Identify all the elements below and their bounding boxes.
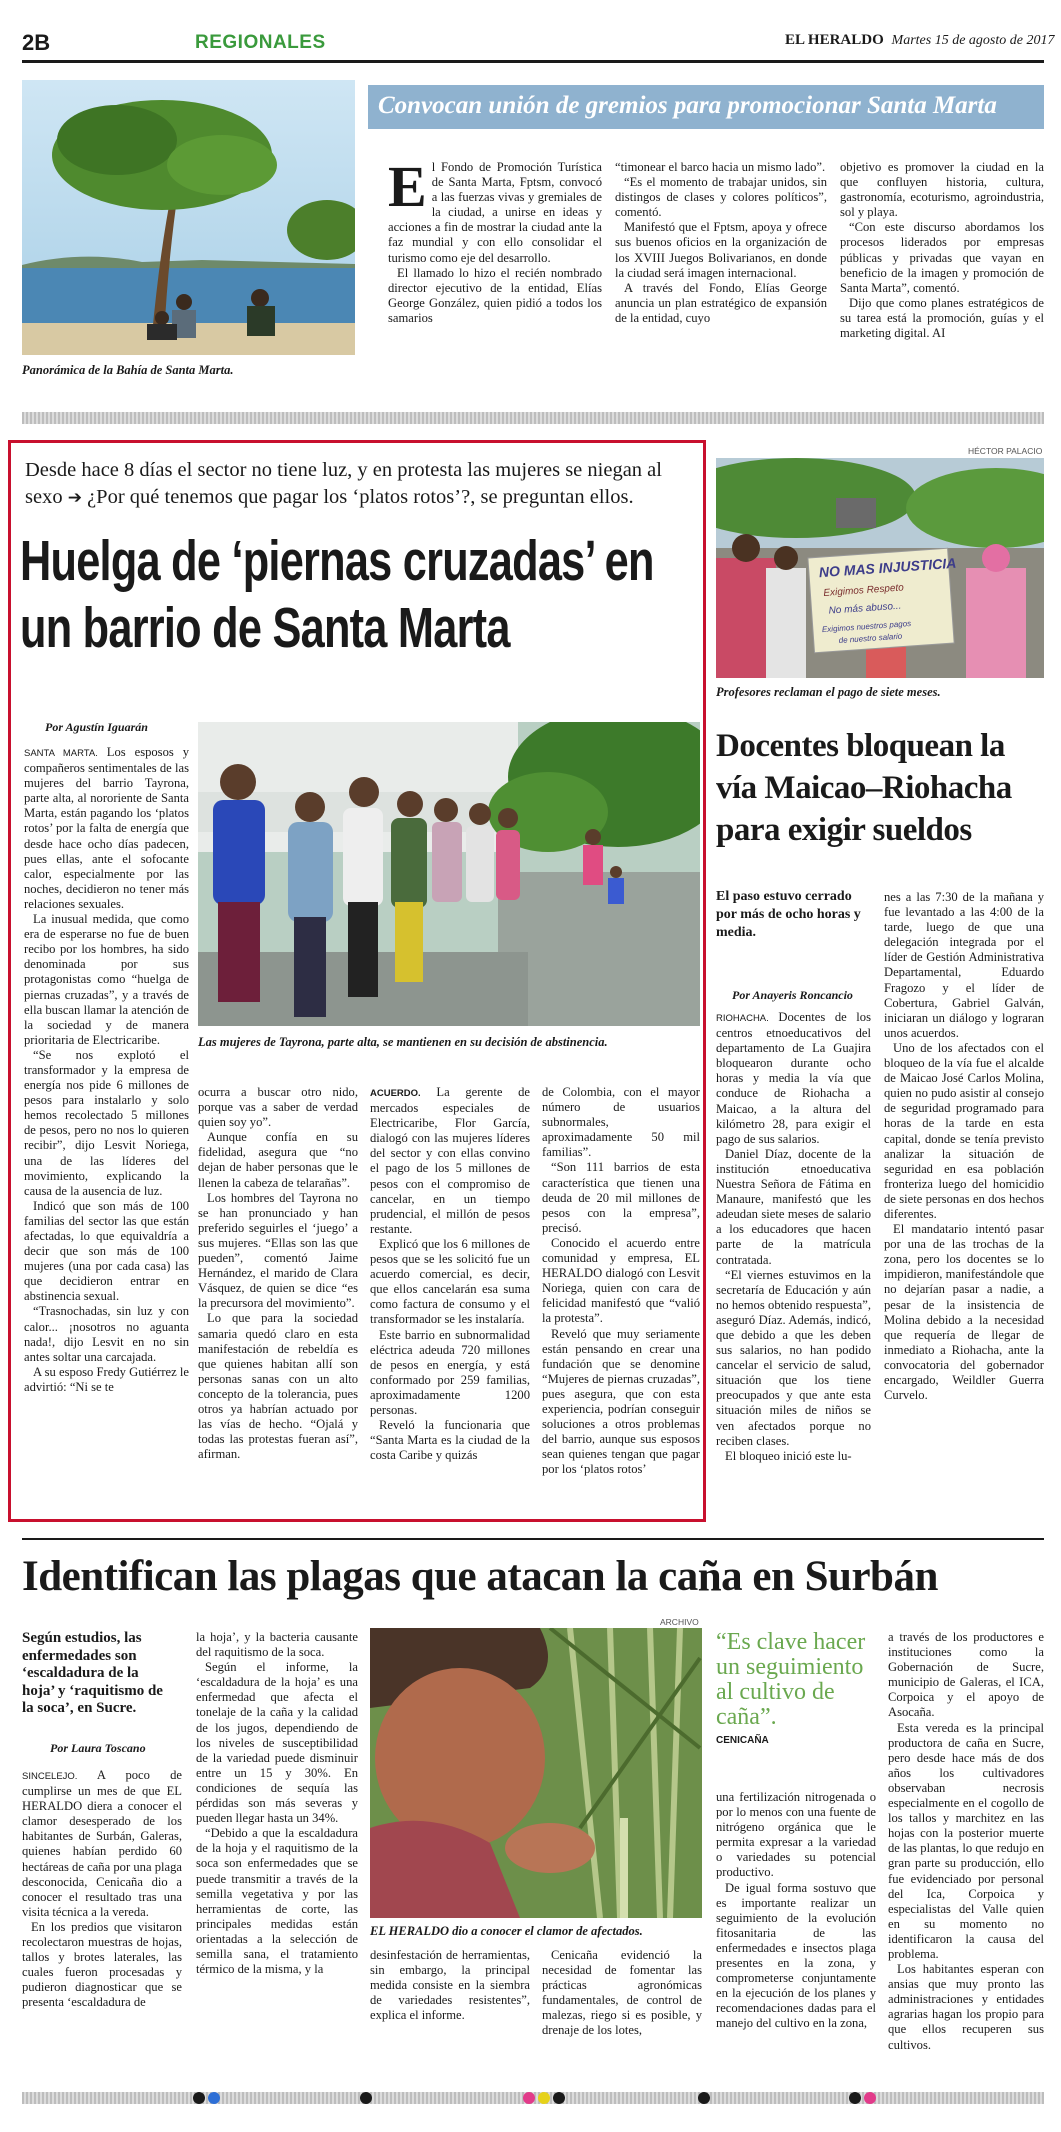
story1-col2 <box>615 160 827 326</box>
story4-col5 <box>716 1790 876 2032</box>
story4-col2-p2: “Debido a que la escaldadura de la hoja y el raquitismo de la soca son enfermedades que se puede transmitir a través de la semilla vegetativa y por las herramientas de corte, las principales medidas están orientadas a la selección de semilla sana, el tratamiento térmico de la misma, y la <box>196 1826 358 1977</box>
story4-col2-p0: la hoja’, y la bacteria causante del raquitismo de la soca. <box>196 1630 358 1660</box>
story2-col1-p3: Indicó que son más de 100 familias del sector las que están afectadas, lo que equivaldría a decir que son más de 100 mujeres (una por cada casa) las que decidieron entrar en abstinencia sexual. <box>24 1198 189 1304</box>
story4-deck: Según estudios, las enfermedades son ‘escaldadura de la hoja’ y ‘raquitismo de la soca’, en Sucre. <box>22 1630 163 1716</box>
story3-col2 <box>884 890 1044 1403</box>
story4-col4-p0: Cenicaña evidenció la necesidad de fomentar las prácticas agronómicas fundamentales, de control de malezas, riego si es posible, y drenaje de los lotes, <box>542 1948 702 2038</box>
story3-byline: Por Anayeris Roncancio <box>732 988 853 1002</box>
story3-col1-p1: Daniel Díaz, docente de la institución etnoeducativa Nuestra Señora de Fátima en Manaure, manifestó que les adeudan siete meses de salario a los educadores que hacen parte de la matrícula contratada. <box>716 1146 871 1267</box>
women-photo <box>198 722 700 1026</box>
story2-dateline: SANTA MARTA. <box>24 748 98 759</box>
story2-col3-p1: Explicó que los 6 millones de pesos que se les solicitó fue un acuerdo comercial, es decir, que ellos cancelarán esa suma como factura de consumo y el transformador se les instalaría. <box>370 1236 530 1327</box>
sign-line-4: de nuestro salario <box>838 631 903 646</box>
story3-col1-p3: El bloqueo inició este lu- <box>725 1448 852 1463</box>
story1-col3-p0: objetivo es promover la ciudad en la que confluyen historia, cultura, gastronomía, ecoturismo, agroindustria, sol y playa. <box>840 160 1044 220</box>
story2-col2-p3: Lo que para la sociedad samaria quedó claro en esta manifestación de rebeldía es que quienes habitan allí son personas sanas con un alto concepto de la tolerancia, pues otros ya habrían actuado por las vías de hecho. “Ojalá y todas las protestas fueran así”, afirman. <box>198 1311 358 1462</box>
story4-col1-p0: SINCELEJO. A poco de cumplirse un mes de que EL HERALDO diera a conocer el clamor desesperado de los habitantes de Surbán, Galeras, quienes habían perdido 60 hectáreas de caña por una plaga desconocida, Cenicaña dio a conocer el resultado tras una visita técnica a la vereda. <box>22 1768 182 1919</box>
story2-col1-p2: “Se nos explotó el transformador y la empresa de energía nos pide 6 millones de pesos para instalarlo y solo hemos recolectado 5 millones de pesos, pero no nos lo quieren recibir”, dijo Lesvit Noriega, una de las líderes del movimiento, explicando la causa de la ausencia de luz. <box>24 1047 189 1198</box>
sign-line-3: Exigimos nuestros pagos <box>821 618 912 635</box>
story2-col2-p0: ocurra a buscar otro nido, porque vas a saber de verdad quien soy yo”. <box>198 1085 358 1130</box>
story1-col1-p0: l Fondo de Promoción Turística de Santa Marta, Fptsm, convocó a las fuerzas vivas y gremiales de la ciudad, a unirse en ideas y acciones a fin de mostrar la ciudad ante la faz mundial y con ello consolidar el turismo como eje del desarrollo. <box>388 160 602 265</box>
story3-deck: El paso estuvo cerrado por más de ocho horas y media. <box>716 889 861 940</box>
story2-col3-p2: Este barrio en subnormalidad eléctrica adeuda 720 millones de pesos en energía, y está conformado por 259 familias, aproximadamente 1200 personas. <box>370 1327 530 1417</box>
women-photo-caption: Las mujeres de Tayrona, parte alta, se mantienen en su decisión de abstinencia. <box>198 1035 608 1049</box>
story4-headline: Identifican las plagas que atacan la caña en Surbán <box>22 1553 938 1600</box>
story1-col3-p1: “Con este discurso abordamos los procesos liderados por empresas públicas y privadas que vayan en beneficio de la imagen y promoción de Santa Marta”, comentó. <box>840 220 1044 295</box>
story2-col3 <box>370 1085 530 1463</box>
story2-col1-p4: “Trasnochadas, sin luz y con calor... ¡nosotros no aguanta nada!, dijo Lesvit en no sin antes soltar una carcajada. <box>24 1304 189 1364</box>
story4-col5-p1: De igual forma sostuvo que es importante realizar un seguimiento de la evolución fitosanitaria de las enfermedades e insectos plaga presentes en la zona, y comprometerse conjuntamente en la ejecución de los planes y recomendaciones dadas para el manejo del cultivo en la zona, <box>716 1880 876 2031</box>
story2-col1 <box>24 745 189 1395</box>
teachers-photo <box>716 458 1044 678</box>
paper-name: EL HERALDO <box>785 32 884 48</box>
sign-line-0: NO MAS INJUSTICIA <box>818 554 957 581</box>
story4-col3 <box>370 1948 530 2023</box>
kicker-text-b: ¿Por qué tenemos que pagar los ‘platos rotos’?, se preguntan ellos. <box>87 486 634 508</box>
pull-quote: “Es clave hacer un seguimiento al cultivo de caña”. <box>716 1629 866 1730</box>
kicker-text-a: Desde hace 8 días el sector no tiene luz, y en protesta las mujeres se niegan al sexo <box>25 459 662 508</box>
arrow-icon: ➔ <box>67 488 82 508</box>
acuerdo-label: ACUERDO. <box>370 1088 421 1099</box>
story2-col4-p1: “Son 111 barrios de esta característica que tienen una deuda de 20 mil millones de pesos con la empresa”, precisó. <box>542 1160 700 1235</box>
story4-col5-p0: una fertilización nitrogenada o por lo menos con una fuente de nitrógeno orgánica que le permita expresar a la variedad o variedades su potencial productivo. <box>716 1790 876 1880</box>
story2-col4-p3: Reveló que muy seriamente están pensando en crear una fundación que se denomine “Mujeres de piernas cruzadas”, pues asegura, que con esta experiencia, podrían conseguir soluciones a otros problemas del barrio, aunque sus esposos sean quienes tengan que pagar por los ‘platos rotos’ <box>542 1326 700 1477</box>
story4-dateline: SINCELEJO. <box>22 1771 78 1782</box>
masthead <box>785 32 1054 49</box>
story1-col3-p2: Dijo que como planes estratégicos de su tarea está la promoción, guías y el marketing digital. AI <box>840 295 1044 341</box>
story2-col2-p1: Aunque confía en su fidelidad, asegura que “no dejan de haber personas que le llenen la cabeza de telarañas”. <box>198 1130 358 1190</box>
story4-col6-p0: a través de los productores e instituciones como la Gobernación de Sucre, municipio de Galeras, el ICA, Corpoica y el apoyo de Asocaña. <box>888 1630 1044 1720</box>
bay-photo-caption: Panorámica de la Bahía de Santa Marta. <box>22 363 234 377</box>
registration-marks <box>22 2090 1044 2106</box>
story3-col2-p0: nes a las 7:30 de la mañana y fue levantado a las 4:00 de la tarde, luego de que una delegación integrada por el líder de Gestión Administrativa Departamental, Eduardo Fragozo y el líder de Cobertura, Gabriel Galván, iniciaran un diálogo y lograran unos acuerdos. <box>884 890 1044 1040</box>
story3-col2-p2: El mandatario intentó pasar por una de las trochas de la zona, pero los docentes se lo impidieron, manifestándole que no dejarían pasar a nadie, a pesar de la insistencia de Molina debido a la necesidad que requería de llegar de inmediato a Riohacha, ante la convocatoria del gobernador encargado, Weildler Guerra Curvelo. <box>884 1222 1044 1403</box>
story1-col2-p0: “timonear el barco hacia un mismo lado”. <box>615 160 826 174</box>
section-divider <box>22 412 1044 424</box>
story3-col1 <box>716 1010 871 1464</box>
story4-col3-p0: desinfestación de herramientas, sin embargo, la principal medida consiste en la siembra de variedades resistentes”, explica el informe. <box>370 1948 530 2023</box>
story3-headline: Docentes bloquean la vía Maicao–Riohacha para exigir sueldos <box>716 728 1012 848</box>
story3-col1-p2: “El viernes estuvimos en la secretaría de Educación y aún no hemos obtenido respuesta”, aseguró Díaz. Además, indicó, que debido a que les deben sus salarios, no han podido cancelar el servicio de salud, situación que los tiene preocupados y que ante esta situación miles de niños se ven afectados porque no reciben clases. <box>716 1267 871 1448</box>
story2-col4-p2: Conocido el acuerdo entre comunidad y empresa, EL HERALDO dialogó con Lesvit Noriega, quien con cara de felicidad manifestó que “valió la protesta”. <box>542 1235 700 1326</box>
story2-col1-p1: La inusual medida, que como era de esperarse no fue de buen recibo por los hombres, ha sido denominada por sus protagonistas como “huelga de piernas cruzadas”, y a través de ella buscan llamar la atención de la sociedad y de manera prioritaria de Electricaribe. <box>24 912 189 1047</box>
sign-line-1: Exigimos Respeto <box>823 582 905 599</box>
story4-col2-p1: Según el informe, la ‘escaldadura de la hoja’ es una enfermedad que afecta el tonelaje de la caña y la calidad de los jugos, dependiendo de los niveles de susceptibilidad de la variedad puede disminuir entre un 15 y 30%. En condiciones de sequía las pérdidas son más severas y pueden llegar hasta un 34%. <box>196 1660 358 1826</box>
bay-photo <box>22 80 355 355</box>
page-number: 2B <box>22 30 51 55</box>
story2-col4 <box>542 1085 700 1477</box>
story4-col2 <box>196 1630 358 1977</box>
story1-col2-p1: “Es el momento de trabajar unidos, sin distingos de clases y colores políticos”, comentó. <box>615 175 827 220</box>
story4-byline: Por Laura Toscano <box>50 1741 146 1755</box>
story3-col2-p1: Uno de los afectados con el bloqueo de la vía fue el alcalde de Maicao José Carlos Molina, quien no pudo asistir al consejo de seguridad programado para horas de la tarde en esta capital, donde se tenía previsto analizar la situación de seguridad en esa población fronteriza luego del homicidio de siete personas en dos hechos diferentes. <box>884 1040 1044 1221</box>
story2-col1-p5: A su esposo Fredy Gutiérrez le advirtió: “Ni se te <box>24 1364 189 1394</box>
story2-col1-p0: SANTA MARTA. Los esposos y compañeros sentimentales de las mujeres del barrio Tayrona, parte alta, al nororiente de Santa Marta, están pagando los ‘platos rotos’ por la falta de energía que desde hace ocho días padecen, pues ellas, ante el sofocante calor, especialmente por las noches, decidieron no tener más relaciones sexuales. <box>24 745 189 911</box>
cane-photo-credit: ARCHIVO <box>660 1617 699 1627</box>
section-rule-2 <box>22 1538 1044 1540</box>
story1-col1-p1: El llamado lo hizo el recién nombrado director ejecutivo de la entidad, Elías George González, quien pidió a todos los samarios <box>388 265 602 325</box>
teachers-photo-caption: Profesores reclaman el pago de siete meses. <box>716 685 941 699</box>
story4-col1-p1: En los predios que visitaron recolectaron muestras de hojas, tallos y brotes laterales, las cuales fueron procesadas y pudieron diagnosticar que se presenta ‘escaldadura de <box>22 1919 182 2010</box>
story3-col1-p0: RIOHACHA. Docentes de los centros etnoeducativos del departamento de La Guajira bloquearon durante ocho horas y media la vía que conduce de Riohacha a Maicao, a la altura del kilómetro 28, para exigir el pago de sus salarios. <box>716 1010 871 1146</box>
story1-col1 <box>388 154 602 326</box>
story4-col6 <box>888 1630 1044 2053</box>
header-rule <box>22 60 1044 63</box>
drop-cap: E <box>388 154 427 219</box>
story2-col2-p2: Los hombres del Tayrona no se han pronunciado y han preferido seguirles el ‘juego’ a sus mujeres. “Ellas son las que pueden”, comentó Jaime Hernández, el marido de Clara Vásquez, de quien se dice “es la precursora del movimiento”. <box>198 1190 358 1311</box>
story2-kicker <box>25 457 697 512</box>
story2-byline: Por Agustín Iguarán <box>45 720 148 734</box>
pull-quote-source: CENICAÑA <box>716 1735 769 1746</box>
sign-line-2: No más abuso... <box>828 600 902 617</box>
story2-col3-p0: ACUERDO. La gerente de mercados especiales de Electricaribe, Flor García, dialogó con las mujeres líderes del sector y con ellas convino el pago de los 5 millones de pesos con el compromiso de cancelar, en un tiempo prudencial, el millón de pesos restante. <box>370 1085 530 1236</box>
story4-col1 <box>22 1768 182 2011</box>
cane-photo <box>370 1628 702 1918</box>
story2-headline: Huelga de ‘piernas cruzadas’ en un barrio de Santa Marta <box>20 529 654 660</box>
section-name: REGIONALES <box>195 32 326 53</box>
teachers-photo-credit: HÉCTOR PALACIO <box>968 446 1043 456</box>
story2-col4-p0: de Colombia, con el mayor número de usuarios subnormales, aproximadamente 50 mil familias”. <box>542 1085 700 1160</box>
story1-col3 <box>840 160 1044 341</box>
story3-dateline: RIOHACHA. <box>716 1013 769 1024</box>
story4-col4 <box>542 1948 702 2039</box>
story4-col6-p2: Los habitantes esperan con ansias que muy pronto las administraciones y entidades agrarias hagan los propio para que ellos recuperen sus cultivos. <box>888 1962 1044 2052</box>
story2-col2 <box>198 1085 358 1462</box>
issue-date: Martes 15 de agosto de 2017 <box>891 33 1055 48</box>
story2-col3-p3: Reveló la funcionaria que “Santa Marta es la ciudad de la costa Caribe y quizás <box>370 1418 530 1463</box>
cane-photo-caption: EL HERALDO dio a conocer el clamor de afectados. <box>370 1924 643 1938</box>
story1-title: Convocan unión de gremios para promocionar Santa Marta <box>378 92 997 119</box>
story4-col6-p1: Esta vereda es la principal productora de caña en Sucre, pero desde hace más de dos años los cultivadores observaban necrosis especialmente en el cogollo de los tallos y marchitez en las hojas con la posterior muerte de las plantas, lo que redujo en gran parte su producción, ello fue evidenciado por personal del Ica, Corpoica y especialistas del Valle quien en su momento no identificaron la causa del problema. <box>888 1720 1044 1961</box>
story1-col2-p2: Manifestó que el Fptsm, apoya y ofrece sus buenos oficios en la organización de los XVIII Juegos Bolivarianos, en donde la ciudad será imagen internacional. <box>615 220 827 280</box>
story1-col2-p3: A través del Fondo, Elías George anuncia un plan estratégico de expansión de la entidad, cuyo <box>615 280 827 325</box>
